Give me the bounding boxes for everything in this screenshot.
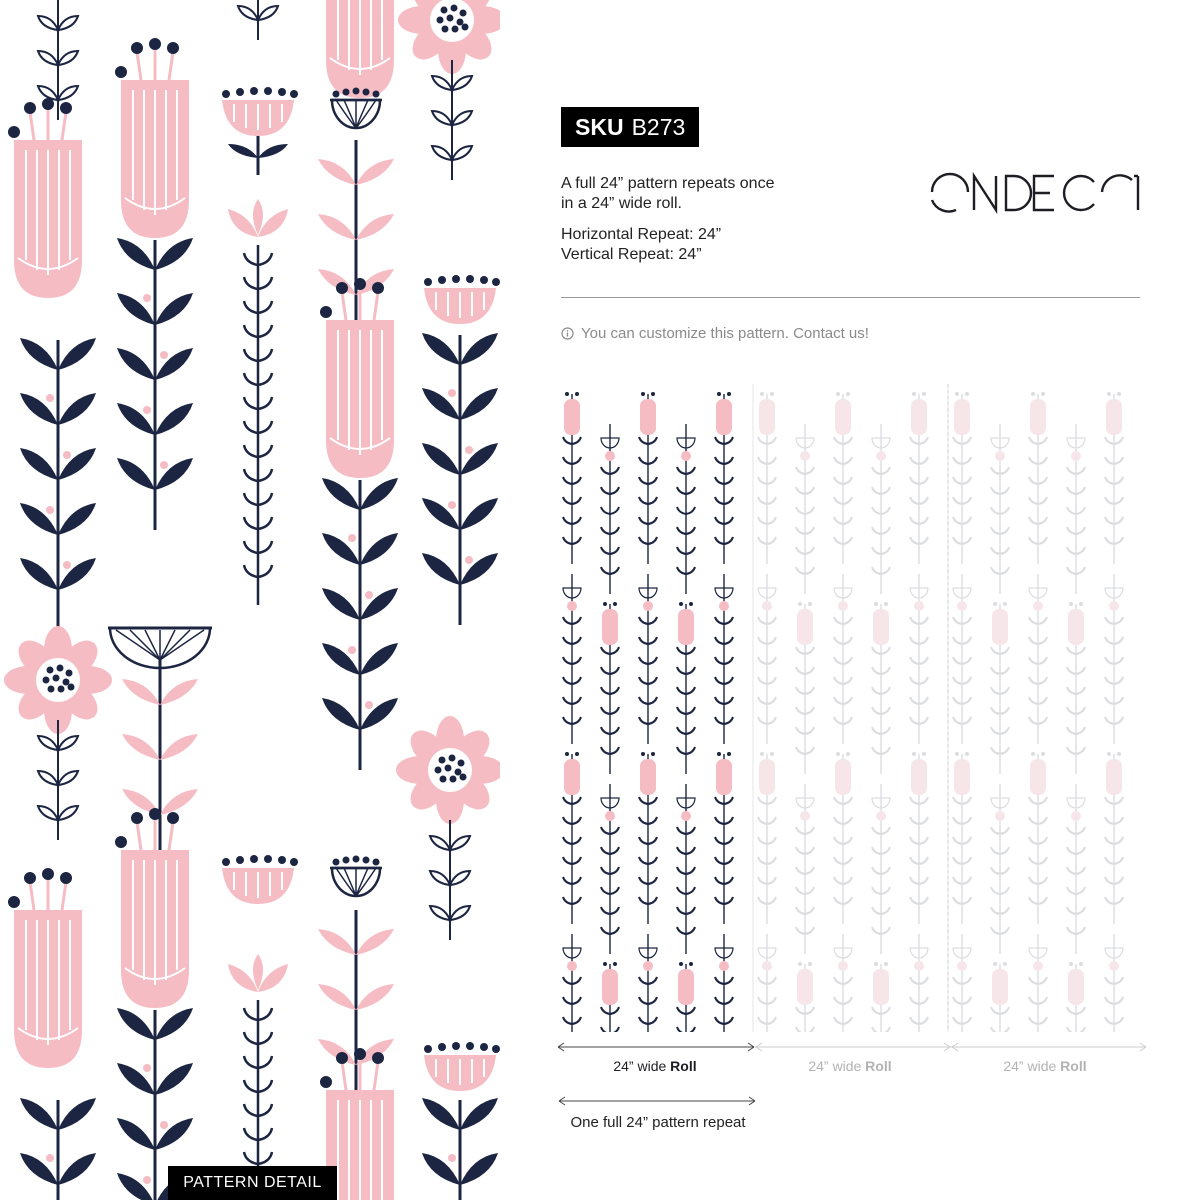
roll-3 [948,384,1123,1032]
sku-code: B273 [631,113,686,140]
roll-caption-prefix: 24” wide [1003,1058,1061,1074]
pattern-detail-image [0,0,500,1200]
sku-badge [561,107,699,147]
pattern-detail-label: PATTERN DETAIL [168,1166,337,1200]
section-divider [561,297,1140,298]
roll-caption-1 [557,1058,753,1074]
ondecor-logo-svg [926,168,1142,216]
customize-note[interactable] [561,325,869,342]
roll-measure-lines [556,1041,1148,1053]
roll-2 [753,384,928,1032]
roll-caption-bold: Roll [865,1058,892,1074]
customize-text: You can customize this pattern. Contact us! [581,325,869,342]
info-icon [561,327,574,340]
roll-caption-2 [752,1058,948,1074]
repeat-line-1: A full 24” pattern repeats once [561,175,775,192]
roll-preview-image [558,384,1145,1032]
roll-caption-prefix: 24” wide [808,1058,866,1074]
roll-caption-prefix: 24” wide [613,1058,671,1074]
roll-caption-bold: Roll [670,1058,697,1074]
pattern-repeat-measure [558,1096,756,1106]
horizontal-repeat: Horizontal Repeat: 24” [561,226,722,243]
repeat-line-2: in a 24” wide roll. [561,195,682,212]
roll-1 [563,392,733,1032]
brand-logo [926,168,1142,216]
pattern-repeat-caption: One full 24” pattern repeat [570,1114,746,1131]
sku-prefix: SKU [575,113,624,140]
vertical-repeat: Vertical Repeat: 24” [561,246,702,263]
repeat-info [561,174,774,276]
roll-caption-3 [947,1058,1143,1074]
roll-preview [558,384,1145,1032]
roll-caption-bold: Roll [1060,1058,1087,1074]
